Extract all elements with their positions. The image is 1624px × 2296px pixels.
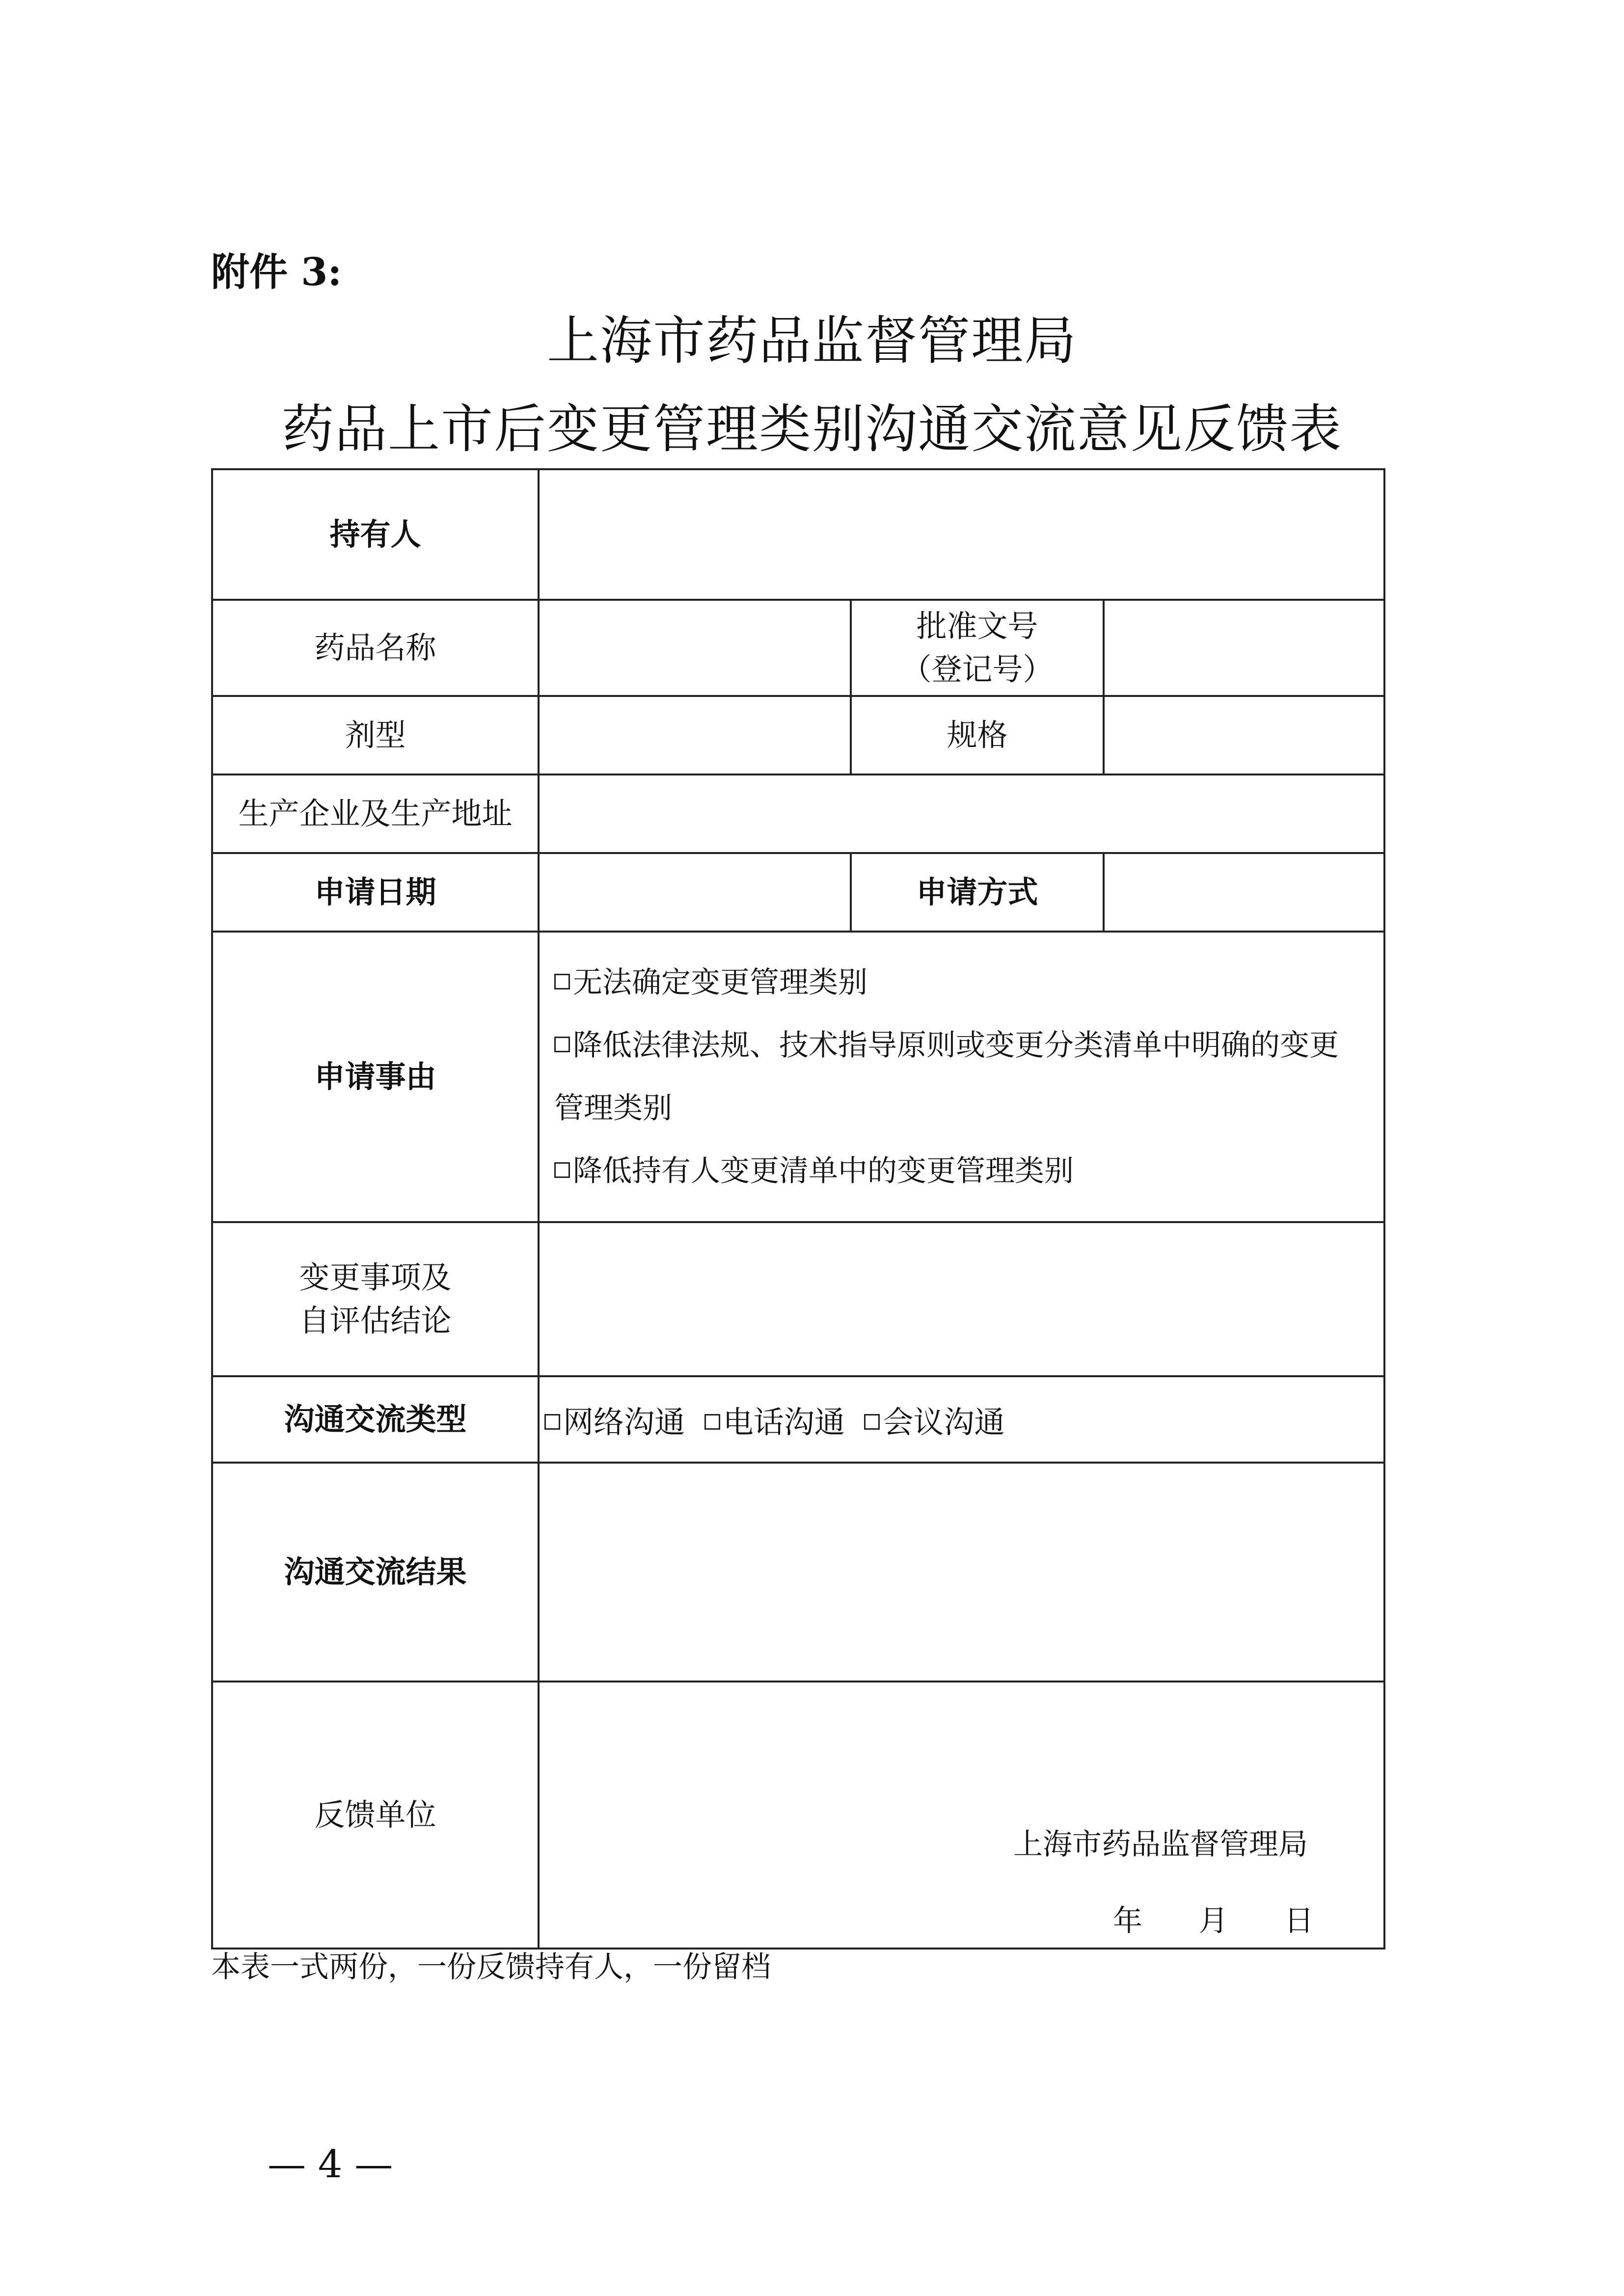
communication-type-options <box>539 1376 1384 1463</box>
row-manufacturer <box>212 774 1384 853</box>
comm-option-phone[interactable] <box>704 1404 845 1440</box>
row-communication-type <box>212 1376 1384 1463</box>
checkbox-icon[interactable] <box>544 1414 560 1430</box>
feedback-unit-label: 反馈单位 <box>212 1682 539 1949</box>
reason-option-text: 无法确定变更管理类别 <box>573 965 867 1000</box>
manufacturer-label: 生产企业及生产地址 <box>212 774 539 853</box>
comm-option-online[interactable] <box>544 1404 685 1440</box>
reason-option[interactable] <box>554 951 1366 1014</box>
row-communication-result <box>212 1463 1384 1682</box>
feedback-organization: 上海市药品监督管理局 <box>1013 1827 1308 1862</box>
row-change-items <box>212 1222 1384 1376</box>
comm-option-meeting[interactable] <box>864 1404 1004 1440</box>
approval-number-field[interactable] <box>1104 600 1384 696</box>
row-holder <box>212 469 1384 600</box>
application-method-label: 申请方式 <box>851 853 1104 932</box>
page-number: — 4 — <box>268 2142 393 2187</box>
change-items-field[interactable] <box>539 1222 1384 1376</box>
checkbox-icon[interactable] <box>554 1162 570 1178</box>
comm-option-online-text: 网络沟通 <box>563 1404 685 1440</box>
approval-number-label-line1: 批准文号 <box>916 608 1038 644</box>
feedback-unit-field <box>539 1682 1384 1949</box>
checkbox-icon[interactable] <box>864 1414 880 1430</box>
checkbox-icon[interactable] <box>554 974 570 989</box>
row-feedback-unit <box>212 1682 1384 1949</box>
reason-option[interactable] <box>554 1014 1366 1140</box>
approval-number-label <box>851 600 1104 696</box>
row-dosage-form <box>212 696 1384 774</box>
reason-option-text: 降低持有人变更清单中的变更管理类别 <box>573 1154 1074 1188</box>
manufacturer-field[interactable] <box>539 774 1384 853</box>
reason-option[interactable] <box>554 1140 1366 1202</box>
application-reason-label: 申请事由 <box>212 932 539 1222</box>
drug-name-label: 药品名称 <box>212 600 539 696</box>
attachment-label: 附件 3: <box>211 250 342 294</box>
date-day-label: 日 <box>1284 1904 1314 1938</box>
application-date-field[interactable] <box>539 853 851 932</box>
approval-number-label-line2: （登记号） <box>901 651 1054 687</box>
application-method-field[interactable] <box>1104 853 1384 932</box>
communication-result-field[interactable] <box>539 1463 1384 1682</box>
holder-label: 持有人 <box>212 469 539 600</box>
holder-field[interactable] <box>539 469 1384 600</box>
date-month-label: 月 <box>1198 1904 1228 1938</box>
application-date-label: 申请日期 <box>212 853 539 932</box>
specification-label: 规格 <box>851 696 1104 774</box>
drug-name-field[interactable] <box>539 600 851 696</box>
change-items-label-line1: 变更事项及 <box>299 1259 452 1295</box>
feedback-date <box>1113 1901 1314 1941</box>
communication-result-label: 沟通交流结果 <box>212 1463 539 1682</box>
feedback-form-table <box>211 468 1385 1949</box>
comm-option-phone-text: 电话沟通 <box>723 1404 845 1440</box>
specification-field[interactable] <box>1104 696 1384 774</box>
reason-option-text: 降低法律法规、技术指导原则或变更分类清单中明确的变更管理类别 <box>554 1028 1339 1125</box>
date-year-label: 年 <box>1113 1904 1142 1938</box>
page-title-line1: 上海市药品监督管理局 <box>547 311 1077 371</box>
row-application-date <box>212 853 1384 932</box>
change-items-label <box>212 1222 539 1376</box>
application-reason-options <box>539 932 1384 1222</box>
footnote: 本表一式两份，一份反馈持有人，一份留档 <box>211 1950 771 1984</box>
checkbox-icon[interactable] <box>554 1037 570 1052</box>
dosage-form-label: 剂型 <box>212 696 539 774</box>
comm-option-meeting-text: 会议沟通 <box>883 1404 1005 1440</box>
communication-type-label: 沟通交流类型 <box>212 1376 539 1463</box>
checkbox-icon[interactable] <box>704 1414 720 1430</box>
page-title-line2: 药品上市后变更管理类别沟通交流意见反馈表 <box>282 399 1342 459</box>
row-drug-name <box>212 600 1384 696</box>
dosage-form-field[interactable] <box>539 696 851 774</box>
row-application-reason <box>212 932 1384 1222</box>
change-items-label-line2: 自评估结论 <box>299 1303 452 1338</box>
